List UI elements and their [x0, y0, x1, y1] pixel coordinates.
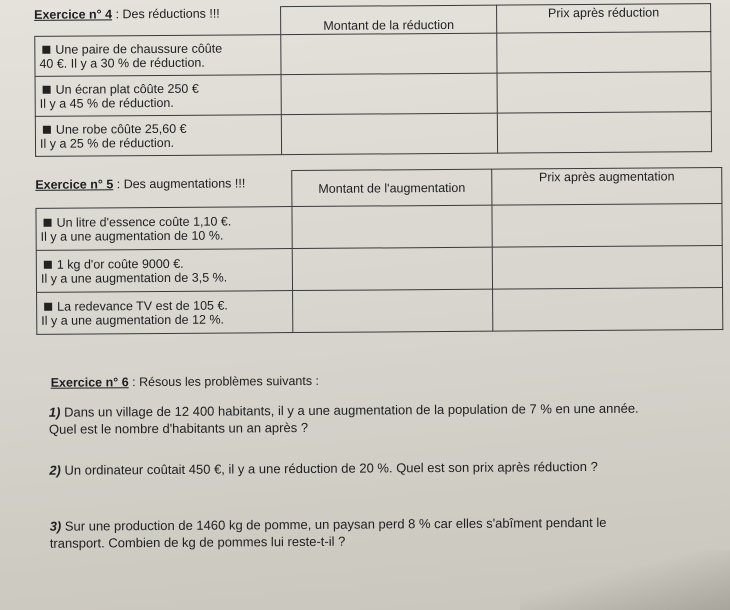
- statement-line: 40 €. Il y a 30 % de réduction.: [39, 55, 205, 71]
- ex5-header-price: Prix après augmentation: [492, 168, 722, 206]
- ex4-row1-statement: [35, 35, 281, 77]
- ex5-table: [35, 167, 723, 335]
- table-row: [35, 72, 711, 117]
- ex4-row1-price-cell[interactable]: [497, 32, 711, 73]
- problem-1-number: 1): [48, 404, 61, 420]
- ex5-row2-statement: [36, 249, 292, 293]
- ex4-title-label: Exercice n° 4: [34, 7, 113, 22]
- photo-shadow: [520, 550, 730, 610]
- square-bullet-icon: [42, 45, 50, 53]
- ex4-row3-statement: [35, 115, 281, 157]
- table-row: [36, 246, 722, 293]
- square-bullet-icon: [44, 218, 52, 226]
- ex5-row3-price-cell[interactable]: [493, 288, 723, 332]
- square-bullet-icon: [43, 125, 51, 133]
- table-row: [36, 204, 722, 251]
- statement-line: Une paire de chaussure côûte: [55, 41, 223, 57]
- statement-line: Il y a 25 % de réduction.: [39, 135, 175, 151]
- problem-3-number: 3): [49, 518, 62, 534]
- problem-2-number: 2): [49, 462, 61, 478]
- statement-line: 1 kg d'or coûte 9000 €.: [56, 256, 184, 272]
- ex5-row3-amount-cell[interactable]: [293, 289, 493, 332]
- ex5-row2-amount-cell[interactable]: [292, 247, 492, 290]
- ex6-title-label: Exercice n° 6: [50, 375, 129, 390]
- problem-2: [49, 458, 598, 479]
- ex5-row1-amount-cell[interactable]: [292, 205, 492, 248]
- ex4-row2-price-cell[interactable]: [497, 72, 711, 113]
- table-row: [35, 32, 711, 77]
- statement-line: Il y a une augmentation de 10 %.: [40, 228, 224, 244]
- table-row: [37, 288, 723, 335]
- ex4-row3-amount-cell[interactable]: [281, 113, 497, 155]
- statement-line: Un litre d'essence coûte 1,10 €.: [56, 213, 232, 230]
- problem-3: [50, 514, 607, 552]
- ex5-row1-price-cell[interactable]: [492, 204, 722, 248]
- problem-3-line1: Sur une production de 1460 kg de pomme, un paysan perd 8 % car elles s'abîment pendant le: [61, 514, 607, 534]
- ex5-corner-cell: [36, 171, 292, 209]
- ex5-row1-statement: [36, 207, 292, 251]
- statement-line: La redevance TV est de 105 €.: [57, 298, 228, 314]
- ex4-corner-cell: [35, 7, 281, 37]
- ex5-title-label: Exercice n° 5: [35, 177, 114, 192]
- statement-line: Une robe côûte 25,60 €: [55, 121, 187, 137]
- ex5-subtitle: : Des augmentations !!!: [113, 176, 246, 192]
- ex4-header-amount: Montant de la réduction: [281, 5, 497, 35]
- ex4-subtitle: : Des réductions !!!: [112, 6, 220, 22]
- ex5-row2-price-cell[interactable]: [492, 246, 722, 290]
- statement-line: Il y a 45 % de réduction.: [39, 95, 174, 111]
- statement-line: Il y a une augmentation de 3,5 %.: [40, 270, 228, 286]
- ex4-header-price: Prix après réduction: [497, 4, 711, 33]
- ex4-row2-amount-cell[interactable]: [281, 73, 497, 115]
- problem-1-line1: Dans un village de 12 400 habitants, il y a une augmentation de la population de 7 % en une année.: [60, 400, 639, 420]
- ex4-table: [34, 3, 712, 157]
- ex5-row3-statement: [37, 291, 293, 335]
- problem-3-line2: transport. Combien de kg de pommes lui reste-t-il ?: [49, 533, 346, 551]
- ex6-title: [51, 374, 319, 390]
- ex4-row1-amount-cell[interactable]: [281, 33, 497, 75]
- worksheet: [14, 0, 730, 600]
- problem-1-line2: Quel est le nombre d'habitants un an après ?: [48, 419, 309, 437]
- table-row: [35, 112, 711, 157]
- problem-1: [49, 400, 639, 438]
- ex6-subtitle: : Résous les problèmes suivants :: [128, 373, 320, 390]
- ex4-row2-statement: [35, 75, 281, 117]
- ex4-row3-price-cell[interactable]: [497, 112, 711, 153]
- ex5-header-amount: Montant de l'augmentation: [292, 169, 492, 206]
- statement-line: Un écran plat côûte 250 €: [55, 81, 199, 97]
- problem-2-line1: Un ordinateur coûtait 450 €, il y a une réduction de 20 %. Quel est son prix après réduction ?: [60, 458, 598, 478]
- square-bullet-icon: [43, 85, 51, 93]
- square-bullet-icon: [44, 260, 52, 268]
- statement-line: Il y a une augmentation de 12 %.: [41, 312, 225, 328]
- square-bullet-icon: [44, 302, 52, 310]
